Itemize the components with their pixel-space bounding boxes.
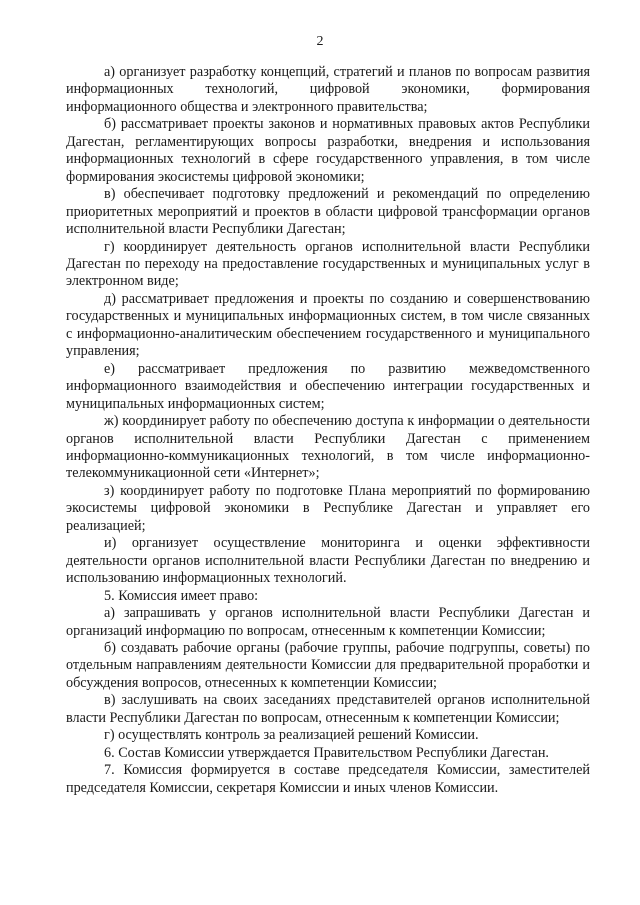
- paragraph-4d: д) рассматривает предложения и проекты по созданию и совершенствованию государственных и муниципальных информационных систем, в том числе связанных с информационно-аналитическим обеспечением государственного и муниципального управления;: [66, 290, 590, 360]
- paragraph-5a: а) запрашивать у органов исполнительной власти Республики Дагестан и организаций информацию по вопросам, отнесенным к компетенции Комиссии;: [66, 605, 590, 639]
- paragraph-4g: г) координирует деятельность органов исполнительной власти Республики Дагестан по переходу на предоставление государственных и муниципальных услуг в электронном виде;: [66, 238, 590, 290]
- page-number: 2: [316, 34, 324, 49]
- section-5-heading: 5. Комиссия имеет право:: [104, 587, 259, 604]
- paragraph-4i: и) организует осуществление мониторинга и оценки эффективности деятельности органов исполнительной власти Республики Дагестан по внедрению и использованию информационных технологий.: [66, 535, 590, 587]
- paragraph-4b: б) рассматривает проекты законов и нормативных правовых актов Республики Дагестан, регламентирующих вопросы разработки, внедрения и использования информационных технологий в сфере государственного управления, в том числе формирования экосистемы цифровой экономики;: [66, 116, 590, 185]
- section-7: 7. Комиссия формируется в составе председателя Комиссии, заместителей председателя Комиссии, секретаря Комиссии и иных членов Комиссии.: [66, 762, 590, 796]
- paragraph-4z: з) координирует работу по подготовке Плана мероприятий по формированию экосистемы цифровой экономики в Республике Дагестан и управляет его реализацией;: [66, 482, 590, 534]
- section-6: 6. Состав Комиссии утверждается Правительством Республики Дагестан.: [104, 744, 549, 761]
- paragraph-4v: в) обеспечивает подготовку предложений и рекомендаций по определению приоритетных мероприятий и проектов в области цифровой трансформации органов исполнительной власти Республики Дагестан;: [66, 186, 590, 238]
- document-body: [66, 64, 590, 797]
- paragraph-5v: в) заслушивать на своих заседаниях представителей органов исполнительной власти Республики Дагестан по вопросам, отнесенным к компетенции Комиссии;: [66, 692, 590, 726]
- paragraph-5g: г) осуществлять контроль за реализацией решений Комиссии.: [104, 727, 479, 744]
- paragraph-5b: б) создавать рабочие органы (рабочие группы, рабочие подгруппы, советы) по отдельным направлениям деятельности Комиссии для предварительной проработки и обсуждения вопросов, отнесенных к компетенции Комиссии;: [66, 639, 590, 691]
- paragraph-4zh: ж) координирует работу по обеспечению доступа к информации о деятельности органов исполнительной власти Республики Дагестан с применением информационно-коммуникационных технологий, в том числе информационно-телекоммуникационной сети «Интернет»;: [66, 413, 590, 482]
- paragraph-4e: е) рассматривает предложения по развитию межведомственного информационного взаимодействия и обеспечению интеграции государственных и муниципальных информационных систем;: [66, 360, 590, 412]
- paragraph-4a: а) организует разработку концепций, стратегий и планов по вопросам развития информационных технологий, цифровой экономики, формирования информационного общества и электронного правительства;: [66, 64, 590, 115]
